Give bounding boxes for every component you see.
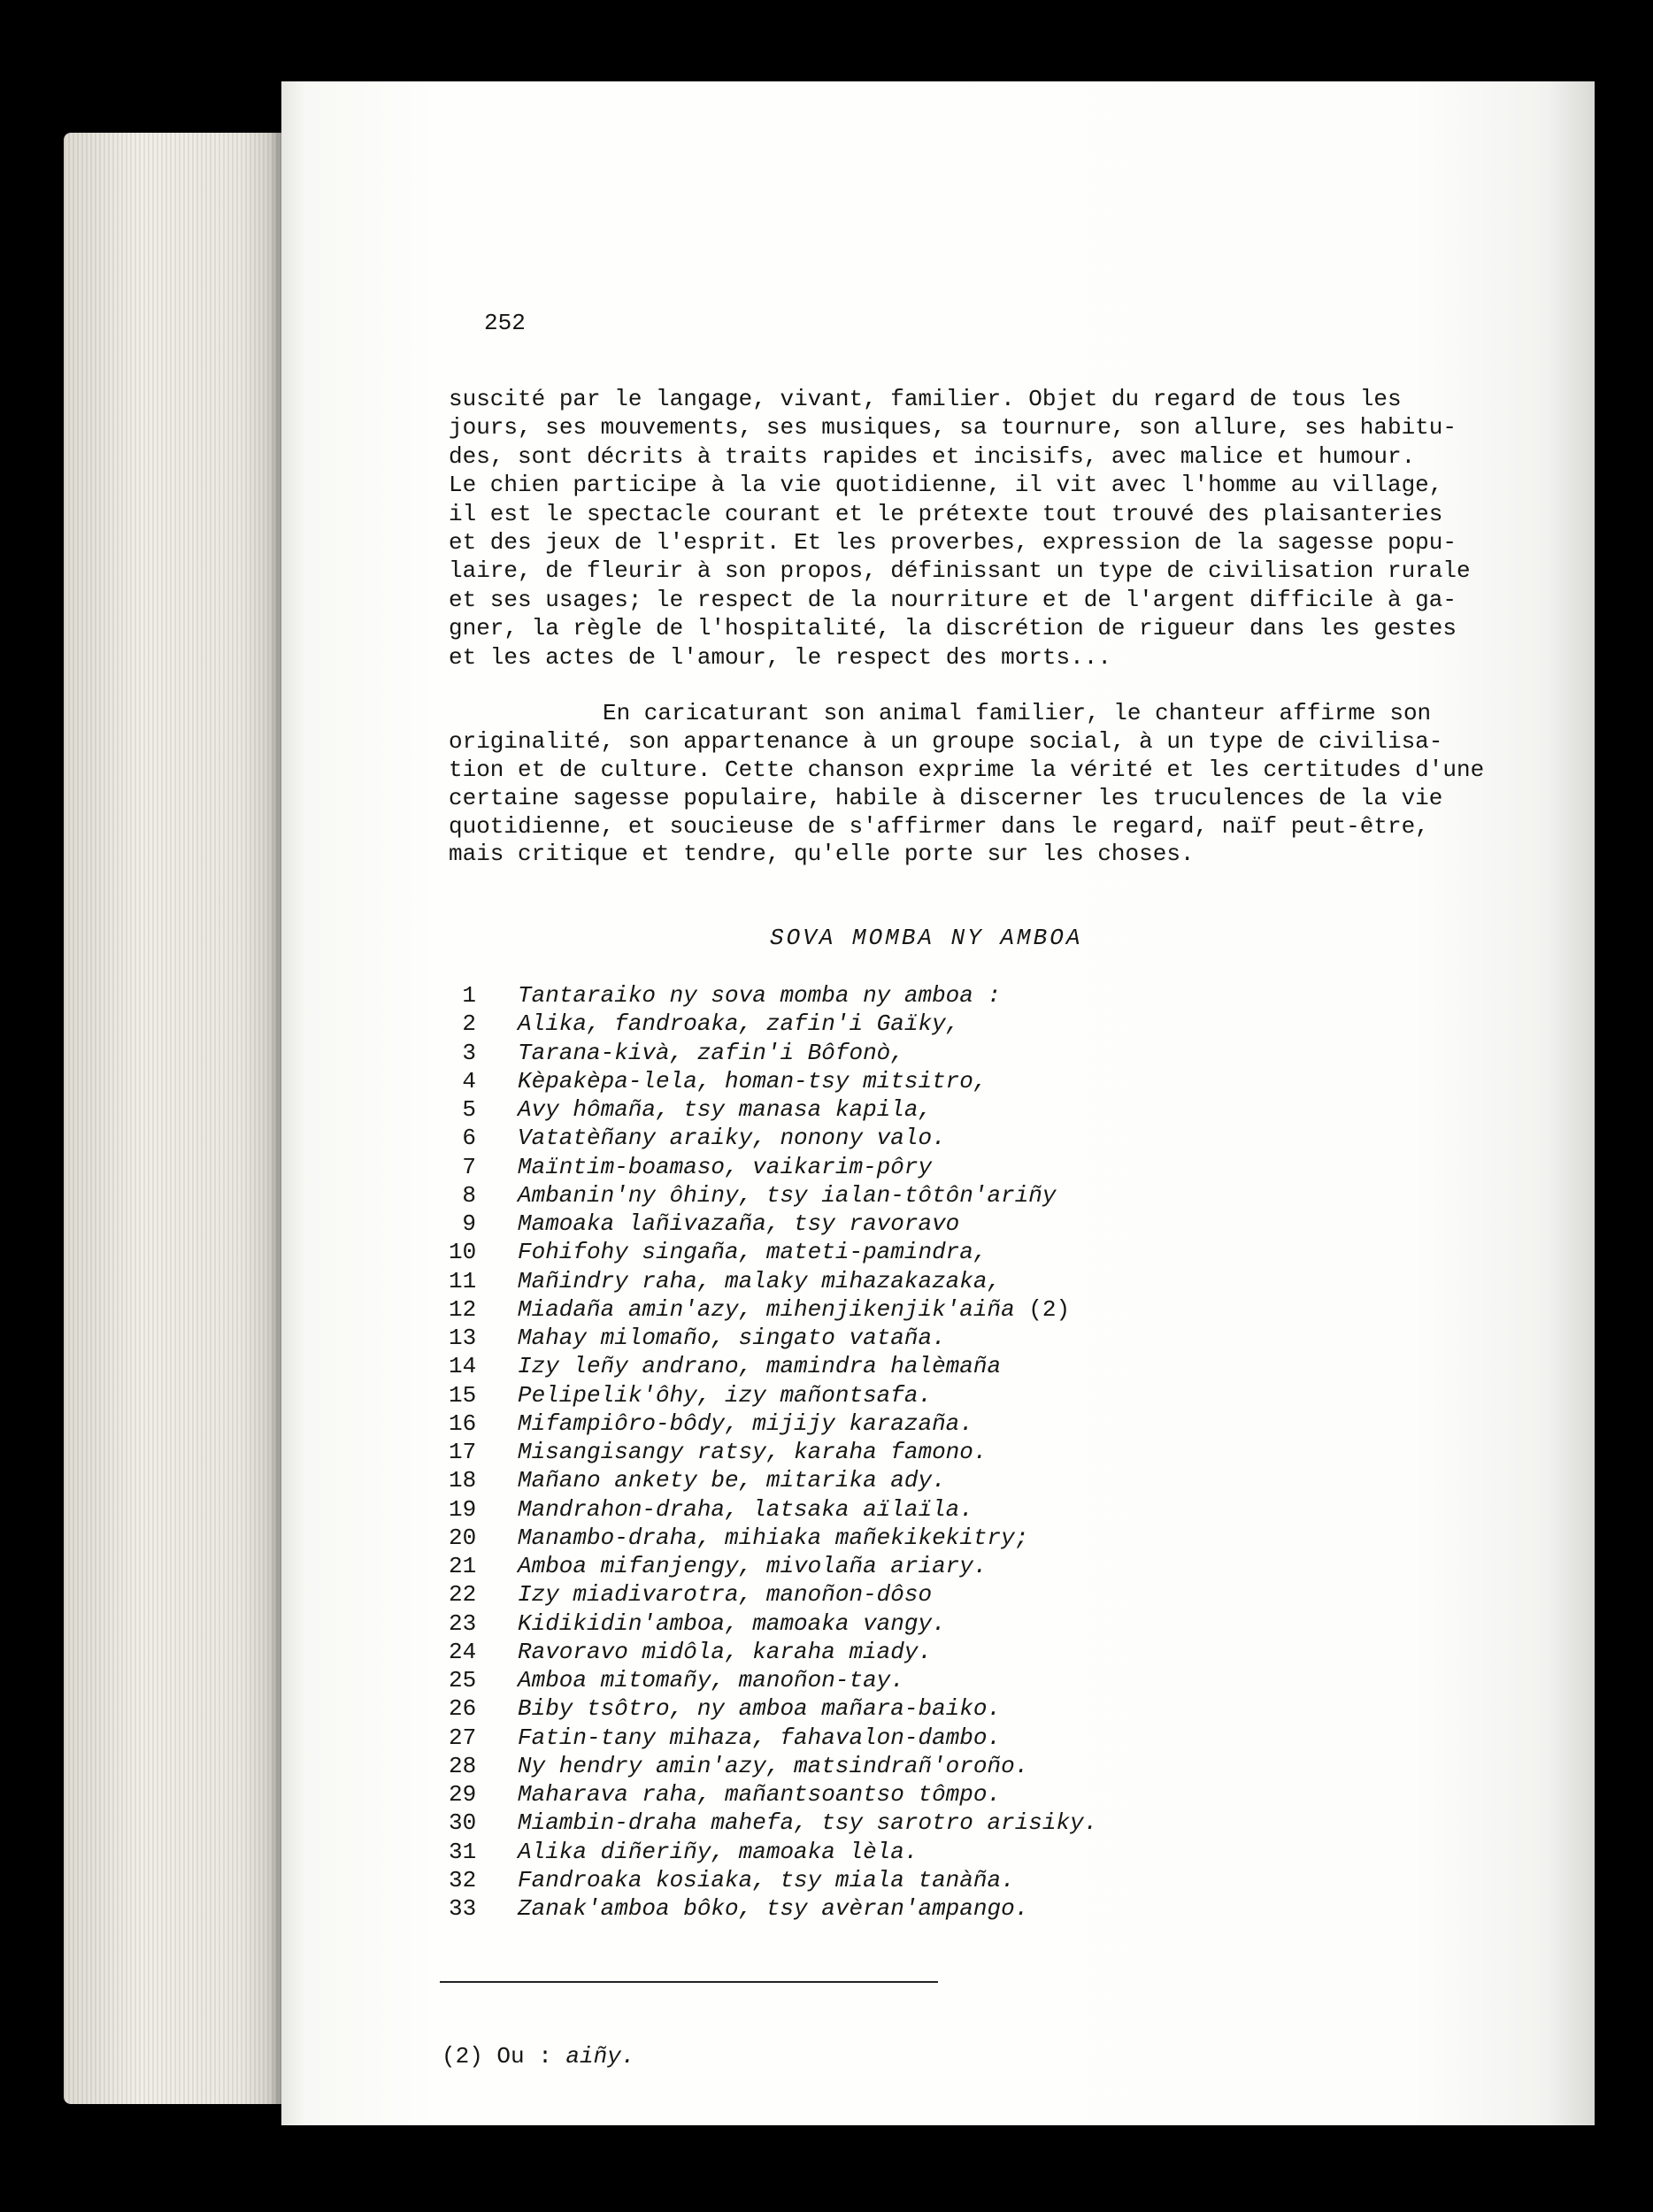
- verse-line: [449, 1181, 1097, 1210]
- paragraph-line: En caricaturant son animal familier, le chanteur affirme son: [603, 700, 1432, 726]
- verse-text: Tantaraiko ny sova momba ny amboa :: [518, 982, 1002, 1009]
- verse-line: [449, 1438, 1097, 1466]
- verse-number: 33: [449, 1895, 477, 1922]
- verse-number: 26: [449, 1695, 477, 1723]
- verse-number: 18: [449, 1467, 477, 1494]
- paragraph-2: [449, 700, 1484, 869]
- verse-text: Tarana-kivà, zafin'i Bôfonò,: [518, 1039, 904, 1066]
- verse-line: [449, 1724, 1097, 1752]
- verse-line: [449, 1295, 1097, 1324]
- verse-line: [449, 1324, 1097, 1352]
- verse-text: Alika diñeriñy, mamoaka lèla.: [518, 1838, 919, 1865]
- verse-number: 28: [449, 1752, 477, 1779]
- paragraph-line: tion et de culture. Cette chanson exprime la vérité et les certitudes d'une: [449, 756, 1485, 783]
- verse-line: [449, 1694, 1097, 1723]
- verse-number: 31: [449, 1838, 477, 1865]
- paragraph-line: originalité, son appartenance à un groupe social, à un type de civilisa-: [449, 727, 1443, 755]
- verse-line: [449, 1780, 1097, 1809]
- verse-text: Ravoravo midôla, karaha miady.: [518, 1638, 933, 1665]
- verse-line: [449, 1210, 1097, 1238]
- footnote-divider: [440, 1981, 938, 1983]
- song-verses: [449, 981, 1097, 1923]
- verse-line: [449, 1580, 1097, 1609]
- paragraph-line: jours, ses mouvements, ses musiques, sa tournure, son allure, ses habitu-: [449, 414, 1457, 442]
- verse-line: [449, 1638, 1097, 1666]
- verse-text: Fatin-tany mihaza, fahavalon-dambo.: [518, 1724, 1002, 1751]
- verse-text: Ambanin'ny ôhiny, tsy ialan-tôtôn'ariñy: [518, 1181, 1057, 1209]
- book-page-stack: [64, 133, 287, 2104]
- verse-line: [449, 1381, 1097, 1409]
- verse-number: 21: [449, 1553, 477, 1579]
- verse-number: 20: [449, 1524, 477, 1551]
- footnote-marker: (2) Ou :: [442, 2043, 552, 2070]
- verse-line: [449, 1552, 1097, 1580]
- verse-line: [449, 1466, 1097, 1494]
- verse-number: 12: [449, 1295, 477, 1323]
- paragraph-line: mais critique et tendre, qu'elle porte sur les choses.: [449, 841, 1195, 868]
- verse-text: Mamoaka lañivazaña, tsy ravoravo: [518, 1210, 960, 1237]
- verse-line: [449, 1267, 1097, 1295]
- verse-text: Alika, fandroaka, zafin'i Gaïky,: [518, 1010, 960, 1038]
- verse-text: Miadaña amin'azy, mihenjikenjik'aiña: [518, 1295, 1015, 1323]
- verse-text: Miambin-draha mahefa, tsy sarotro arisiky.: [518, 1809, 1098, 1837]
- verse-text: Mañano ankety be, mitarika ady.: [518, 1467, 946, 1494]
- verse-line: [449, 1352, 1097, 1380]
- verse-line: [449, 1039, 1097, 1067]
- verse-number: 13: [449, 1325, 477, 1351]
- verse-text: Misangisangy ratsy, karaha famono.: [518, 1439, 988, 1465]
- verse-number: 14: [449, 1353, 477, 1380]
- verse-text: Pelipelik'ôhy, izy mañontsafa.: [518, 1381, 933, 1409]
- verse-line: [449, 1095, 1097, 1124]
- verse-number: 24: [449, 1638, 477, 1665]
- verse-number: 4: [462, 1067, 476, 1094]
- verse-number: 1: [462, 982, 476, 1009]
- paragraph-line: des, sont décrits à traits rapides et incisifs, avec malice et humour.: [449, 442, 1416, 470]
- verse-number: 7: [462, 1153, 476, 1180]
- verse-number: 15: [449, 1381, 477, 1409]
- verse-line: [449, 1010, 1097, 1038]
- verse-number: 23: [449, 1609, 477, 1637]
- paragraph-line: et ses usages; le respect de la nourriture et de l'argent difficile à ga-: [449, 586, 1457, 613]
- verse-text: Fandroaka kosiaka, tsy miala tanàña.: [518, 1866, 1015, 1893]
- paragraph-line: et les actes de l'amour, le respect des morts...: [449, 643, 1111, 671]
- paragraph-line: suscité par le langage, vivant, familier. Objet du regard de tous les: [449, 386, 1402, 412]
- paragraph-line: Le chien participe à la vie quotidienne, il vit avec l'homme au village,: [449, 472, 1443, 499]
- verse-line: [449, 1666, 1097, 1694]
- verse-line: [449, 1409, 1097, 1438]
- verse-text: Zanak'amboa bôko, tsy avèran'ampango.: [518, 1895, 1029, 1922]
- verse-text: Kidikidin'amboa, mamoaka vangy.: [518, 1609, 946, 1637]
- verse-text: Biby tsôtro, ny amboa mañara-baiko.: [518, 1695, 1002, 1723]
- verse-text: Vatatèñany araiky, nonony valo.: [518, 1125, 946, 1152]
- verse-line: [449, 1809, 1097, 1837]
- verse-line: [449, 1866, 1097, 1894]
- paragraph-line: il est le spectacle courant et le prétexte tout trouvé des plaisanteries: [449, 500, 1443, 527]
- verse-number: 25: [449, 1667, 477, 1694]
- footnote-text: aiñy.: [565, 2043, 635, 2070]
- verse-text: Maïntim-boamaso, vaikarim-pôry: [518, 1153, 933, 1180]
- verse-number: 32: [449, 1866, 477, 1893]
- verse-number: 6: [462, 1125, 476, 1152]
- verse-number: 10: [449, 1239, 477, 1266]
- verse-number: 16: [449, 1409, 477, 1437]
- page-number: 252: [484, 310, 526, 336]
- verse-number: 2: [462, 1010, 476, 1038]
- verse-line: [449, 1495, 1097, 1524]
- verse-line: [449, 1067, 1097, 1095]
- verse-number: 19: [449, 1495, 477, 1523]
- paragraph-line: gner, la règle de l'hospitalité, la discrétion de rigueur dans les gestes: [449, 615, 1457, 642]
- verse-number: 30: [449, 1809, 477, 1837]
- verse-text: Amboa mifanjengy, mivolaña ariary.: [518, 1553, 988, 1579]
- verse-text: Izy leñy andrano, mamindra halèmaña: [518, 1353, 1002, 1380]
- verse-text: Kèpakèpa-lela, homan-tsy mitsitro,: [518, 1067, 988, 1094]
- verse-text: Mahay milomaño, singato vataña.: [518, 1325, 946, 1351]
- paragraph-line: quotidienne, et soucieuse de s'affirmer dans le regard, naïf peut-être,: [449, 812, 1429, 840]
- verse-line: [449, 981, 1097, 1010]
- paragraph-line: laire, de fleurir à son propos, définissant un type de civilisation rurale: [449, 557, 1471, 585]
- verse-number: 8: [462, 1181, 476, 1209]
- song-title: SOVA MOMBA NY AMBOA: [770, 925, 1083, 951]
- verse-text: Amboa mitomañy, manoñon-tay.: [518, 1667, 904, 1694]
- verse-line: [449, 1124, 1097, 1152]
- verse-number: 5: [462, 1096, 476, 1123]
- verse-text: Ny hendry amin'azy, matsindrañ'oroño.: [518, 1752, 1029, 1779]
- verse-number: 3: [462, 1039, 476, 1066]
- verse-number: 22: [449, 1581, 477, 1609]
- verse-text: Mifampiôro-bôdy, mijijy karazaña.: [518, 1409, 973, 1437]
- paragraph-1: [449, 385, 1471, 672]
- verse-text: Avy hômaña, tsy manasa kapila,: [518, 1096, 933, 1123]
- verse-text: Izy miadivarotra, manoñon-dôso: [518, 1581, 933, 1609]
- verse-line: [449, 1609, 1097, 1638]
- verse-line: [449, 1838, 1097, 1866]
- footnote-reference: (2): [1028, 1295, 1071, 1323]
- verse-text: Maharava raha, mañantsoantso tômpo.: [518, 1781, 1002, 1808]
- verse-number: 27: [449, 1724, 477, 1751]
- verse-text: Fohifohy singaña, mateti-pamindra,: [518, 1239, 988, 1266]
- verse-number: 29: [449, 1781, 477, 1808]
- verse-line: [449, 1238, 1097, 1266]
- verse-number: 11: [449, 1267, 477, 1294]
- verse-line: [449, 1524, 1097, 1552]
- verse-text: Mandrahon-draha, latsaka aïlaïla.: [518, 1495, 973, 1523]
- verse-line: [449, 1752, 1097, 1780]
- verse-number: 17: [449, 1439, 477, 1465]
- paragraph-line: certaine sagesse populaire, habile à discerner les truculences de la vie: [449, 784, 1443, 811]
- footnote: [442, 2042, 634, 2070]
- verse-text: Manambo-draha, mihiaka mañekikekitry;: [518, 1524, 1029, 1551]
- verse-line: [449, 1153, 1097, 1181]
- verse-text: Mañindry raha, malaky mihazakazaka,: [518, 1267, 1002, 1294]
- verse-number: 9: [462, 1210, 476, 1237]
- verse-line: [449, 1894, 1097, 1923]
- paragraph-line: et des jeux de l'esprit. Et les proverbes, expression de la sagesse popu-: [449, 528, 1457, 556]
